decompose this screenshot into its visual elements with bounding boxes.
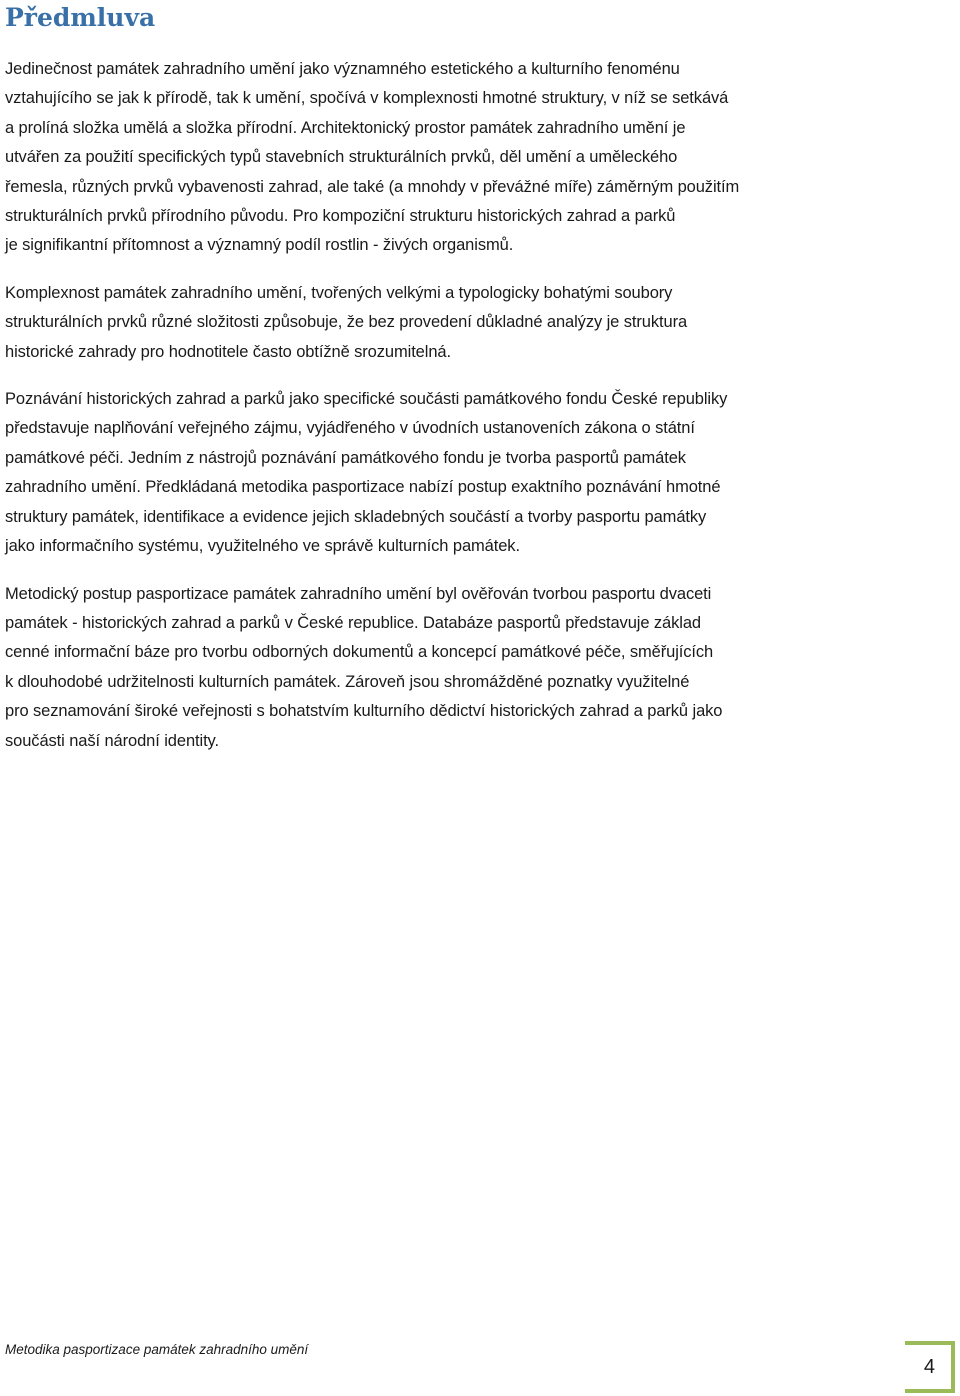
paragraph-line: představuje naplňování veřejného zájmu, vyjádřeného v úvodních ustanoveních zákona o státní [5,419,695,438]
paragraph-line: utvářen za použití specifických typů stavebních strukturálních prvků, děl umění a uměleckého [5,148,678,167]
paragraph-line: k dlouhodobé udržitelnosti kulturních památek. Zároveň jsou shromážděné poznatky využitelné [5,672,690,691]
paragraph-line: cenné informační báze pro tvorbu odborných dokumentů a koncepcí památkové péče, směřujících [5,643,714,662]
paragraph-line: Metodický postup pasportizace památek zahradního umění byl ověřován tvorbou pasportu dvaceti [5,584,712,603]
paragraph-line: strukturálních prvků přírodního původu. Pro kompoziční strukturu historických zahrad a parků [5,207,676,226]
paragraph-line: zahradního umění. Předkládaná metodika pasportizace nabízí postup exaktního poznávání hmotné [5,478,721,497]
paragraph-line: Komplexnost památek zahradního umění, tvořených velkými a typologicky bohatými soubory [5,283,673,302]
paragraph-line: historické zahrady pro hodnotitele často obtížně srozumitelná. [5,342,451,361]
paragraph-1 [5,55,950,261]
paragraph-line: jako informačního systému, využitelného ve správě kulturních památek. [5,537,520,556]
paragraph-line: řemesla, různých prvků vybavenosti zahrad, ale také (a mnohdy v převážné míře) záměrným použitím [5,177,740,196]
paragraph-line: je signifikantní přítomnost a významný podíl rostlin - živých organismů. [5,236,514,255]
paragraph-2 [5,279,950,367]
paragraph-line: Jedinečnost památek zahradního umění jako významného estetického a kulturního fenoménu [5,60,680,78]
page-number: 4 [923,1356,935,1378]
page-number-box [905,1341,955,1393]
paragraph-line: Poznávání historických zahrad a parků jako specifické součásti památkového fondu České republiky [5,390,728,409]
paragraph-line: struktury památek, identifikace a evidence jejich skladebných součástí a tvorby pasportu památky [5,507,707,526]
paragraph-4 [5,580,950,756]
document-body [5,55,950,774]
paragraph-line: vztahujícího se jak k přírodě, tak k umění, spočívá v komplexnosti hmotné struktury, v níž se setkává [5,89,729,108]
paragraph-line: památek - historických zahrad a parků v České republice. Databáze pasportů představuje základ [5,613,701,632]
paragraph-line: součásti naší národní identity. [5,731,219,750]
paragraph-3 [5,385,950,561]
paragraph-line: strukturálních prvků různé složitosti způsobuje, že bez provedení důkladné analýzy je struktura [5,313,688,332]
footer-title: Metodika pasportizace památek zahradního umění [5,1342,309,1357]
paragraph-line: památkové péči. Jedním z nástrojů poznávání památkového fondu je tvorba pasportů památek [5,448,686,467]
page-title: Předmluva [5,3,156,32]
paragraph-line: pro seznamování široké veřejnosti s bohatstvím kulturního dědictví historických zahrad a parků jako [5,702,723,721]
paragraph-line: a prolíná složka umělá a složka přírodní. Architektonický prostor památek zahradního umění je [5,118,686,137]
